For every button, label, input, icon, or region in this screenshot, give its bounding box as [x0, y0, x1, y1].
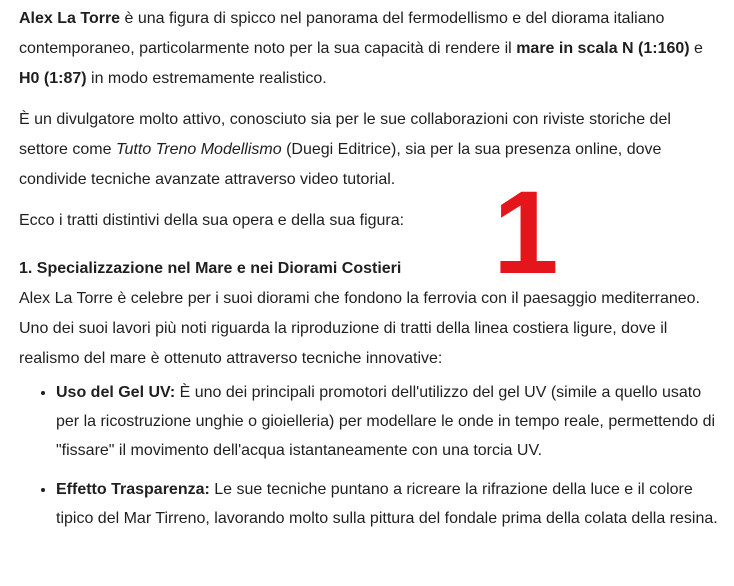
divulgator-text-a: È un divulgatore molto attivo, conosciuto sia per le sue collaborazioni con riviste storiche del settore come	[19, 111, 671, 158]
author-name: Alex La Torre	[19, 10, 121, 27]
intro-bold-scale-n: mare in scala N (1:160)	[516, 40, 690, 57]
bullet-text: Le sue tecniche puntano a ricreare la rifrazione della luce e il colore tipico del Mar Tirreno, lavorando molto sulla pittura del fondale prima della colata della resina.	[56, 481, 718, 527]
red-number-marker: 1	[493, 167, 559, 299]
divulgator-text-b: (Duegi Editrice), sia per la sua presenza online, dove condivide tecniche avanzate attraverso video tutorial.	[19, 141, 662, 188]
magazine-title: Tutto Treno Modellismo	[115, 141, 282, 158]
list-item	[56, 475, 719, 533]
traits-lead-paragraph: Ecco i tratti distintivi della sua opera e della sua figura:	[19, 212, 405, 229]
article-body	[19, 4, 719, 543]
intro-bold-scale-h0: H0 (1:87)	[19, 70, 87, 87]
bullet-label: Uso del Gel UV:	[56, 384, 176, 401]
intro-text-a: è una figura di spicco nel panorama del fermodellismo e del diorama italiano contemporaneo, particolarmente noto per la sua capacità di rendere il	[19, 10, 665, 57]
divulgator-paragraph	[19, 105, 719, 195]
list-item	[56, 378, 719, 465]
section-intro-paragraph: Alex La Torre è celebre per i suoi diorami che fondono la ferrovia con il paesaggio mediterraneo. Uno dei suoi lavori più noti riguarda la riproduzione di tratti della linea costiera ligure, dove il realismo del mare è ottenuto attraverso tecniche innovative:	[19, 290, 700, 367]
section-heading: 1. Specializzazione nel Mare e nei Diorami Costieri	[19, 260, 402, 277]
techniques-list	[19, 378, 719, 533]
intro-text-e: in modo estremamente realistico.	[86, 70, 327, 87]
bullet-text: È uno dei principali promotori dell'utilizzo del gel UV (simile a quello usato per la ricostruzione unghie o gioielleria) per modellare le onde in tempo reale, permettendo di "fissare" il movimento dell'acqua istantaneamente con una torcia UV.	[56, 384, 716, 459]
intro-text-c: e	[689, 40, 703, 57]
intro-paragraph	[19, 4, 719, 94]
bullet-label: Effetto Trasparenza:	[56, 481, 210, 498]
